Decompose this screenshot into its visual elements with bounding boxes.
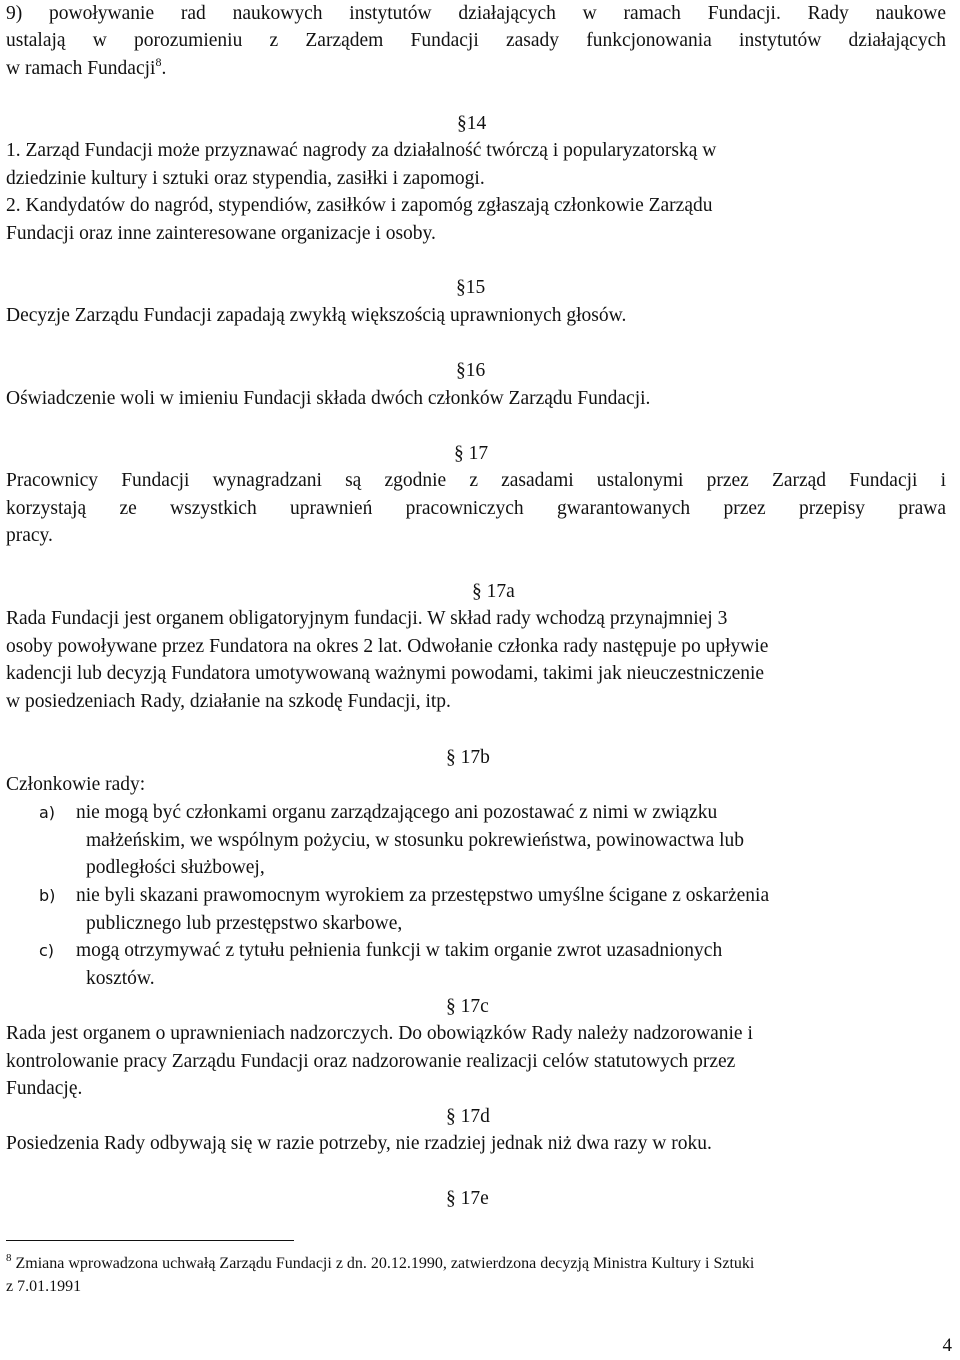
- list-item-text: nie byli skazani prawomocnym wyrokiem za przestępstwo umyślne ścigane z oskarżenia: [76, 885, 770, 906]
- list-item-text: mogą otrzymywać z tytułu pełnienia funkcji w takim organie zwrot uzasadnionych: [76, 940, 723, 961]
- section-heading-17b: § 17b: [446, 747, 490, 768]
- paragraph-line: w posiedzeniach Rady, działanie na szkodę Fundacji, itp.: [6, 691, 451, 712]
- list-label-c: c): [39, 941, 55, 960]
- paragraph-line: kontrolowanie pracy Zarządu Fundacji oraz nadzorowanie realizacji celów statutowych przez: [6, 1051, 736, 1072]
- paragraph-line: korzystają ze wszystkich uprawnień pracowniczych gwarantowanych przez przepisy prawa: [6, 498, 946, 519]
- paragraph-line: dziedzinie kultury i sztuki oraz stypendia, zasiłki i zapomogi.: [6, 168, 485, 189]
- paragraph-line: kadencji lub decyzją Fundatora umotywowaną ważnymi powodami, takimi jak nieuczestniczenie: [6, 663, 765, 684]
- paragraph-line: Decyzje Zarządu Fundacji zapadają zwykłą większością uprawnionych głosów.: [6, 305, 627, 326]
- list-intro: Członkowie rady:: [6, 774, 146, 795]
- section-heading-17d: § 17d: [446, 1106, 490, 1127]
- list-item-text: podległości służbowej,: [86, 857, 265, 878]
- section-heading-17e: § 17e: [446, 1188, 489, 1209]
- paragraph-line: Posiedzenia Rady odbywają się w razie potrzeby, nie rzadziej jednak niż dwa razy w roku.: [6, 1133, 712, 1154]
- footnote-line: [6, 1253, 754, 1275]
- list-item-text: małżeńskim, we wspólnym pożyciu, w stosunku pokrewieństwa, powinowactwa lub: [86, 830, 745, 851]
- footnote-reference: 8: [155, 55, 162, 69]
- paragraph-text: .: [161, 58, 167, 79]
- list-item-text: publicznego lub przestępstwo skarbowe,: [86, 913, 403, 934]
- footnote-separator: [6, 1240, 294, 1241]
- list-item-text: kosztów.: [86, 968, 155, 989]
- paragraph-line: Oświadczenie woli w imieniu Fundacji składa dwóch członków Zarządu Fundacji.: [6, 388, 651, 409]
- paragraph-line: Rada Fundacji jest organem obligatoryjnym fundacji. W skład rady wchodzą przynajmniej 3: [6, 608, 728, 629]
- paragraph-text: w ramach Fundacji: [6, 58, 156, 79]
- paragraph-line: pracy.: [6, 525, 53, 546]
- footnote-line: z 7.01.1991: [6, 1278, 82, 1295]
- paragraph-line: Fundację.: [6, 1078, 83, 1099]
- paragraph-line: ustalają w porozumieniu z Zarządem Fundacji zasady funkcjonowania instytutów działających: [6, 30, 946, 51]
- footnote-text: Zmiana wprowadzona uchwałą Zarządu Fundacji z dn. 20.12.1990, zatwierdzona decyzją Ministra Kultury i Sztuki: [15, 1255, 755, 1272]
- section-heading-14: §14: [457, 113, 487, 134]
- section-heading-15: §15: [456, 277, 486, 298]
- list-item-text: nie mogą być członkami organu zarządzającego ani pozostawać z nimi w związku: [76, 802, 718, 823]
- section-heading-17a: § 17a: [472, 581, 515, 602]
- page-number: 4: [942, 1335, 952, 1356]
- footnote-number: 8: [6, 1252, 12, 1264]
- paragraph-line: Rada jest organem o uprawnieniach nadzorczych. Do obowiązków Rady należy nadzorowanie i: [6, 1023, 753, 1044]
- list-label-b: b): [39, 886, 56, 905]
- list-label-a: a): [39, 803, 56, 822]
- paragraph-line: Fundacji oraz inne zainteresowane organizacje i osoby.: [6, 223, 436, 244]
- section-heading-17c: § 17c: [446, 996, 489, 1017]
- section-heading-16: §16: [456, 360, 486, 381]
- paragraph-line: osoby powoływane przez Fundatora na okres 2 lat. Odwołanie członka rady następuje po upływie: [6, 636, 769, 657]
- paragraph-line: 1. Zarząd Fundacji może przyznawać nagrody za działalność twórczą i popularyzatorską w: [6, 140, 717, 161]
- paragraph-line: 2. Kandydatów do nagród, stypendiów, zasiłków i zapomóg zgłaszają członkowie Zarządu: [6, 195, 713, 216]
- paragraph-line: [6, 55, 166, 83]
- section-heading-17: § 17: [454, 443, 489, 464]
- paragraph-line: 9) powoływanie rad naukowych instytutów działających w ramach Fundacji. Rady naukowe: [6, 3, 946, 24]
- paragraph-line: Pracownicy Fundacji wynagradzani są zgodnie z zasadami ustalonymi przez Zarząd Fundacji i: [6, 470, 946, 491]
